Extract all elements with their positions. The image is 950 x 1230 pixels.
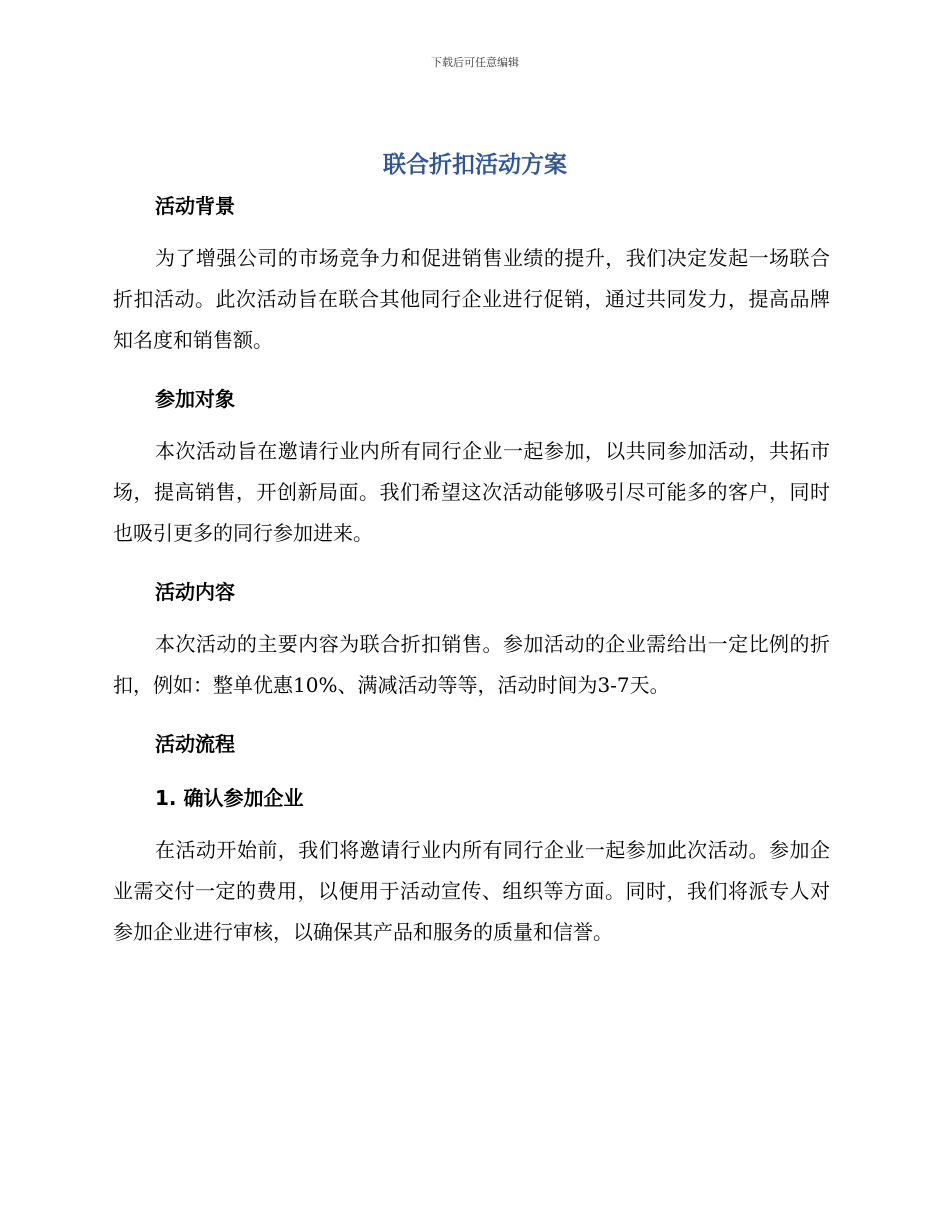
document-title: 联合折扣活动方案 [383, 152, 567, 178]
section-heading-confirm-companies: 1. 确认参加企业 [155, 786, 304, 810]
section-heading-participants: 参加对象 [155, 387, 235, 411]
section-heading-process: 活动流程 [155, 732, 235, 756]
document-body [113, 190, 830, 953]
section-paragraph-confirm-companies: 在活动开始前，我们将邀请行业内所有同行企业一起参加此次活动。参加企业需交付一定的费用，以便用于活动宣传、组织等方面。同时，我们将派专人对参加企业进行审核，以确保其产品和服务的质量和信誉。 [113, 838, 830, 944]
header-note: 下载后可任意编辑 [431, 56, 519, 69]
section-heading-content: 活动内容 [155, 580, 235, 604]
section-paragraph-background: 为了增强公司的市场竞争力和促进销售业绩的提升，我们决定发起一场联合折扣活动。此次活动旨在联合其他同行企业进行促销，通过共同发力，提高品牌知名度和销售额。 [113, 246, 830, 352]
section-paragraph-participants: 本次活动旨在邀请行业内所有同行企业一起参加，以共同参加活动，共拓市场，提高销售，开创新局面。我们希望这次活动能够吸引尽可能多的客户，同时也吸引更多的同行参加进来。 [113, 439, 830, 545]
section-heading-background: 活动背景 [155, 194, 235, 218]
section-paragraph-content: 本次活动的主要内容为联合折扣销售。参加活动的企业需给出一定比例的折扣，例如：整单优惠10%、满减活动等等，活动时间为3-7天。 [113, 632, 830, 697]
